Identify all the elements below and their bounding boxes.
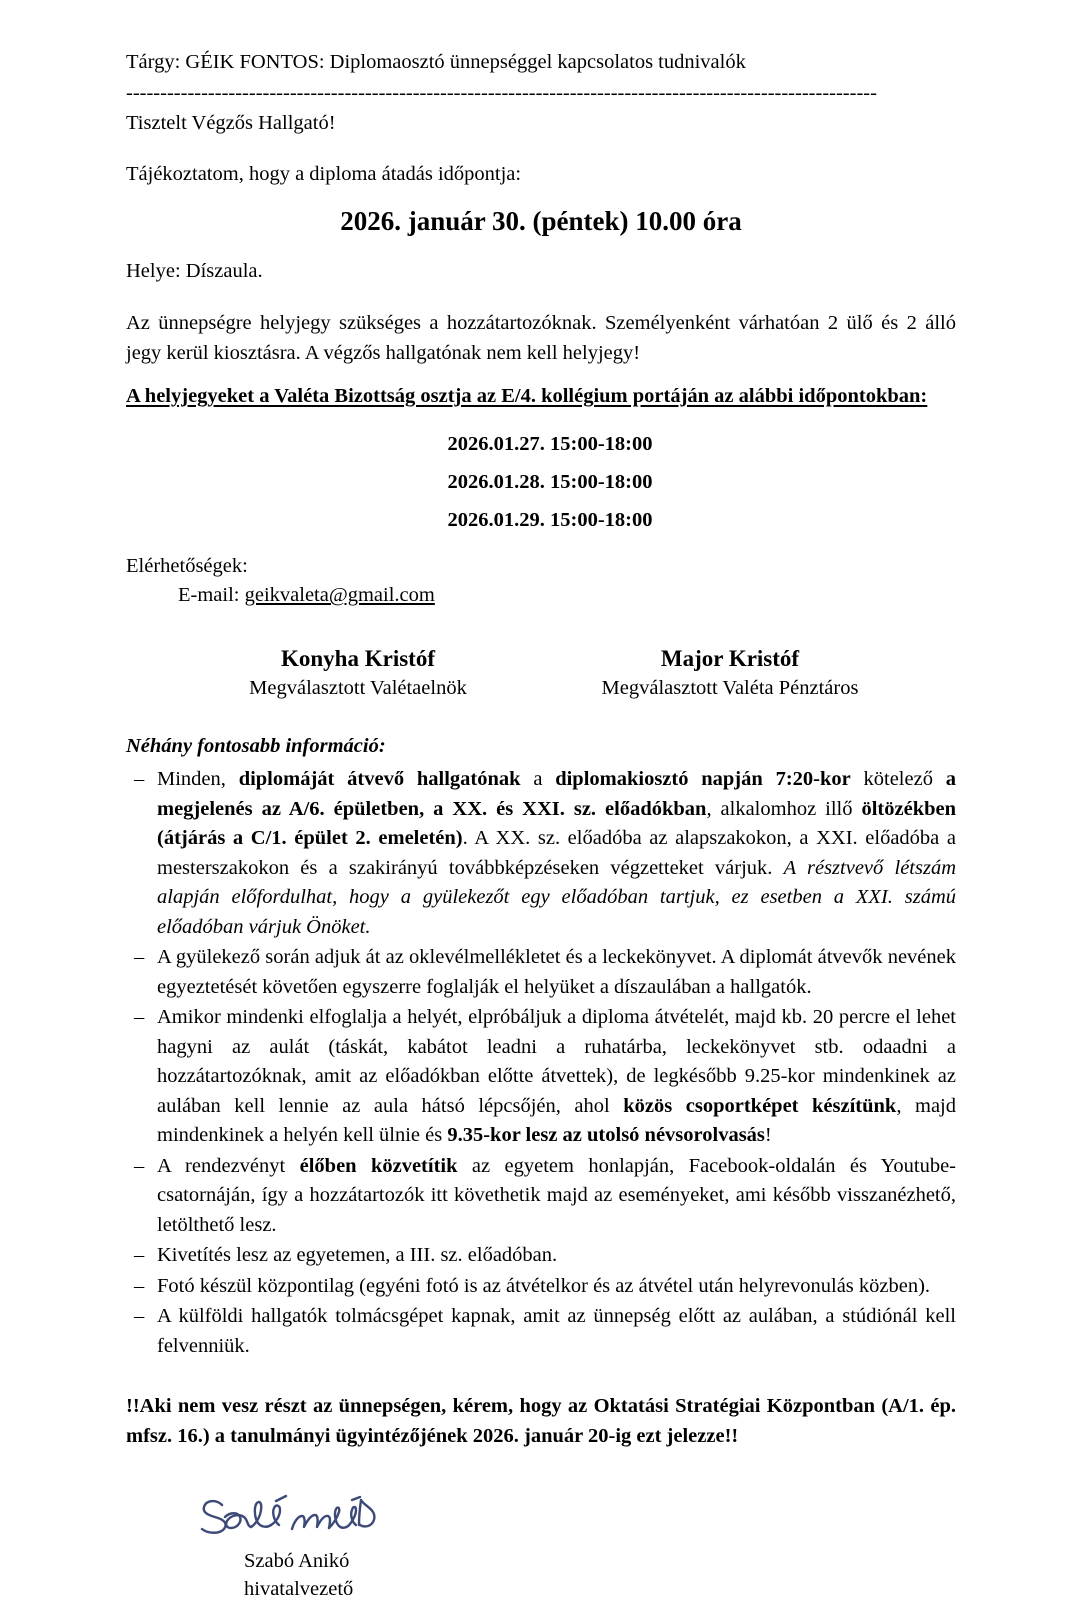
- signatory-0-title: Megválasztott Valétaelnök: [249, 677, 467, 699]
- ticket-info-paragraph: Az ünnepségre helyjegy szükséges a hozzátartozóknak. Személyenként várhatóan 2 ülő és 2 álló jegy kerül kiosztásra. A végzős hallgatónak nem kell helyjegy!: [126, 312, 956, 364]
- subject-line: Tárgy: GÉIK FONTOS: Diplomaosztó ünnepséggel kapcsolatos tudnivalók: [126, 51, 746, 73]
- ticket-distribution-heading-text: A helyjegyeket a Valéta Bizottság osztja az E/4. kollégium portáján az alábbi időpontokban:: [126, 385, 928, 407]
- distribution-time-2: 2026.01.29. 15:00-18:00: [447, 509, 653, 531]
- info-bullet-list: [126, 765, 956, 1361]
- bullet-livestream: [126, 1152, 956, 1241]
- valeta-signatories: [126, 644, 956, 703]
- bullet-interpreter-run-0: A külföldi hallgatók tolmácsgépet kapnak, amit az ünnepség előtt az aulában, a stúdiónál kell felvenniük.: [157, 1305, 956, 1357]
- bullet-gathering-run-4: kötelező: [850, 768, 946, 790]
- bullet-livestream-run-2: az egyetem honlapján, Facebook-oldalán és Youtube-csatornáján, így a hozzátartozók itt követhetik majd az eseményeket, ami később visszanézhető, letölthető lesz.: [157, 1154, 957, 1236]
- bullet-rehearsal-run-3: 9.35-kor lesz az utolsó névsorolvasás: [447, 1124, 765, 1146]
- contacts-label: Elérhetőségek:: [126, 555, 248, 577]
- bullet-gathering-run-0: Minden,: [157, 768, 239, 790]
- bullet-documents: [126, 943, 956, 1002]
- signer-title: hivatalvezető: [244, 1578, 354, 1600]
- email-address[interactable]: geikvaleta@gmail.com: [244, 584, 435, 606]
- signature-block: [126, 1491, 956, 1603]
- intro-text: Tájékoztatom, hogy a diploma átadás időpontja:: [126, 163, 522, 185]
- document-body: [126, 48, 956, 1603]
- email-line: [126, 581, 956, 610]
- bullet-gathering-run-1: diplomáját átvevő hallgatónak: [238, 768, 521, 790]
- bullet-gathering-run-2: a: [520, 768, 556, 790]
- bullet-rehearsal-run-4: !: [764, 1124, 772, 1146]
- bullet-gathering-run-7: öltözékben (átjárás a C/1. épület 2. emeletén): [157, 797, 956, 849]
- handwritten-signature-icon: [192, 1491, 382, 1547]
- distribution-time-1: 2026.01.28. 15:00-18:00: [447, 471, 653, 493]
- bullet-photo-run-0: Fotó készül központilag (egyéni fotó is az átvételkor és az átvétel után helyrevonulás közben).: [157, 1274, 931, 1297]
- ticket-distribution-heading: [126, 381, 956, 412]
- bullet-interpreter: [126, 1302, 956, 1361]
- salutation: Tisztelt Végzős Hallgató!: [126, 112, 336, 134]
- bullet-livestream-run-0: A rendezvényt: [157, 1154, 300, 1177]
- bullet-rehearsal-run-1: közös csoportképet készítünk: [623, 1094, 897, 1117]
- info-section-title: Néhány fontosabb információ:: [126, 735, 386, 757]
- bullet-gathering-run-6: , alkalomhoz illő: [706, 797, 862, 820]
- final-note: !!Aki nem vesz részt az ünnepségen, kérem, hogy az Oktatási Stratégiai Központban (A/1. ép. mfsz. 16.) a tanulmányi ügyintézőjének 2026. január 20-ig ezt jelezze!!: [126, 1395, 956, 1447]
- bullet-rehearsal: [126, 1003, 956, 1151]
- bullet-rehearsal-run-0: Amikor mindenki elfoglalja a helyét, elpróbáljuk a diploma átvételét, majd kb. 20 percre el lehet hagyni az aulát (táskát, kabátot leadni a ruhatárba, leckekönyvet stb. odaadni a hozzátartozóknak, amit az előadókban előtte átvettek), de legkésőbb 9.25-kor mindenkinek az aulában kell lennie az aula hátsó lépcsőjén, ahol: [157, 1006, 956, 1117]
- separator-rule: --------------------------------------------------------------------------------------------------------------: [126, 82, 877, 104]
- bullet-projection: [126, 1241, 956, 1271]
- bullet-gathering: [126, 765, 956, 942]
- signatory-1-name: Major Kristóf: [660, 646, 800, 671]
- email-prefix: E-mail:: [178, 584, 245, 606]
- signatory-0: [198, 644, 518, 703]
- bullet-livestream-run-1: élőben közvetítik: [299, 1154, 458, 1177]
- bullet-gathering-run-8: . A XX. sz. előadóba az alapszakokon, a XXI. előadóba a mesterszakokon és a szakirányú továbbképzéseken végzetteket várjuk.: [157, 827, 956, 879]
- bullet-gathering-run-9: A résztvevő létszám alapján előfordulhat, hogy a gyülekezőt egy előadóban tartjuk, ez esetben a XXI. számú előadóban várjuk Önöket.: [157, 856, 956, 938]
- signatory-1: [560, 644, 900, 703]
- signatory-0-name: Konyha Kristóf: [281, 646, 435, 671]
- bullet-photo: [126, 1272, 956, 1302]
- signatory-1-title: Megválasztott Valéta Pénztáros: [601, 677, 859, 699]
- bullet-rehearsal-run-2: , majd mindenkinek a helyén kell ülnie és: [157, 1094, 956, 1146]
- bullet-documents-run-0: A gyülekező során adjuk át az oklevélmellékletet és a leckekönyvet. A diplomát átvevők nevének egyeztetését követően egyszerre foglalják el helyüket a díszaulában a hallgatók.: [157, 946, 956, 998]
- bullet-projection-run-0: Kivetítés lesz az egyetemen, a III. sz. előadóban.: [157, 1244, 558, 1266]
- signer-name: Szabó Anikó: [244, 1550, 350, 1572]
- bullet-gathering-run-3: diplomakiosztó napján 7:20-kor: [555, 768, 851, 790]
- distribution-time-0: 2026.01.27. 15:00-18:00: [447, 433, 653, 455]
- event-datetime: 2026. január 30. (péntek) 10.00 óra: [340, 206, 742, 236]
- venue-line: Helye: Díszaula.: [126, 260, 263, 282]
- bullet-gathering-run-5: a megjelenés az A/6. épületben, a XX. és XXI. sz. előadókban: [157, 768, 956, 820]
